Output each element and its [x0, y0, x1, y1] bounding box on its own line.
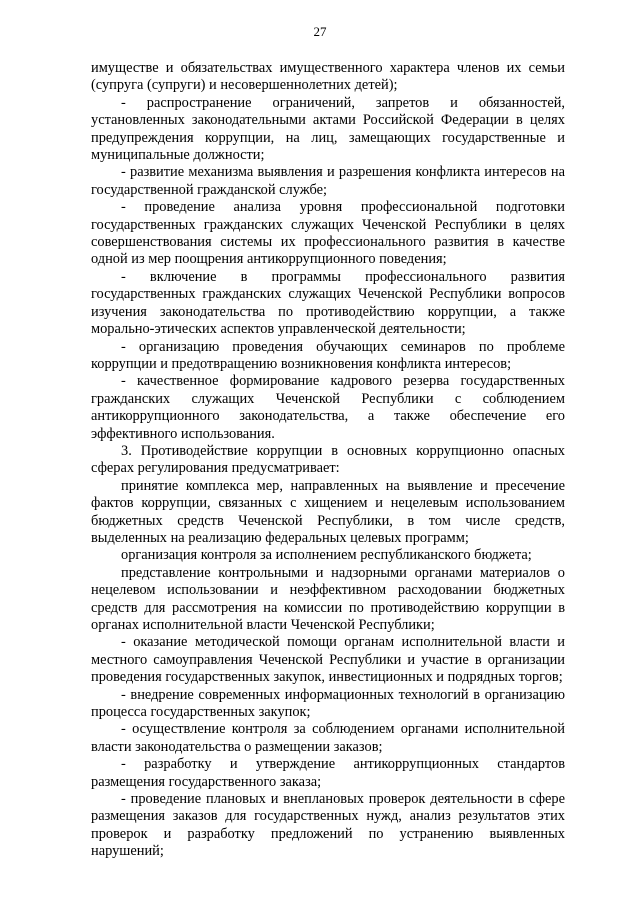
body-text	[91, 60, 565, 861]
paragraph: - разработку и утверждение антикоррупционных стандартов размещения государственного заказа;	[91, 756, 565, 790]
paragraph: - организацию проведения обучающих семинаров по проблеме коррупции и предотвращению возникновения конфликта интересов;	[91, 338, 565, 372]
paragraph: принятие комплекса мер, направленных на выявление и пресечение фактов коррупции, связанных с хищением и нецелевым использованием бюджетных средств Чеченской Республики, в том числе средств, выделенных на реализацию федеральных целевых программ;	[91, 477, 565, 546]
paragraph: - проведение плановых и внеплановых проверок деятельности в сфере размещения заказов для государственных нужд, анализ результатов этих проверок и разработку предложений по устранению выявленных нарушений;	[91, 791, 565, 860]
paragraph: организация контроля за исполнением республиканского бюджета;	[121, 547, 532, 564]
page-number: 27	[313, 24, 327, 39]
paragraph: - распространение ограничений, запретов и обязанностей, установленных законодательными актами Российской Федерации в целях предупреждения коррупции, на лиц, замещающих государственные и муниципальные должности;	[91, 94, 565, 164]
section-heading-paragraph: 3. Противодействие коррупции в основных коррупционно опасных сферах регулирования предусматривает:	[91, 442, 565, 477]
paragraph: - осуществление контроля за соблюдением органами исполнительной власти законодательства о размещении заказов;	[91, 721, 565, 755]
paragraph-continued: имуществе и обязательствах имущественного характера членов их семьи (супруга (супруги) и несовершеннолетних детей);	[91, 60, 565, 94]
paragraph: - включение в программы профессионального развития государственных гражданских служащих Чеченской Республики вопросов изучения законодательства по противодействию коррупции, а также морально-этических аспектов управленческой деятельности;	[91, 268, 565, 338]
paragraph: - оказание методической помощи органам исполнительной власти и местного самоуправления Чеченской Республики и участие в организации проведения государственных закупок, инвестиционных и подрядных торгов;	[91, 634, 565, 686]
paragraph: представление контрольными и надзорными органами материалов о нецелевом использовании и неэффективном расходовании бюджетных средств для рассмотрения на комиссии по противодействию коррупции в органах исполнительной власти Чеченской Республики;	[91, 564, 565, 633]
paragraph: - качественное формирование кадрового резерва государственных гражданских служащих Чеченской Республики с соблюдением антикоррупционного законодательства, а также обеспечение его эффективного использования.	[91, 373, 565, 442]
paragraph: - внедрение современных информационных технологий в организацию процесса государственных закупок;	[91, 686, 565, 721]
paragraph: - проведение анализа уровня профессиональной подготовки государственных гражданских служащих Чеченской Республики в целях совершенствования системы их профессионального развития в качестве одной из мер поощрения антикоррупционного поведения;	[91, 199, 565, 268]
paragraph: - развитие механизма выявления и разрешения конфликта интересов на государственной гражданской службе;	[91, 164, 565, 198]
